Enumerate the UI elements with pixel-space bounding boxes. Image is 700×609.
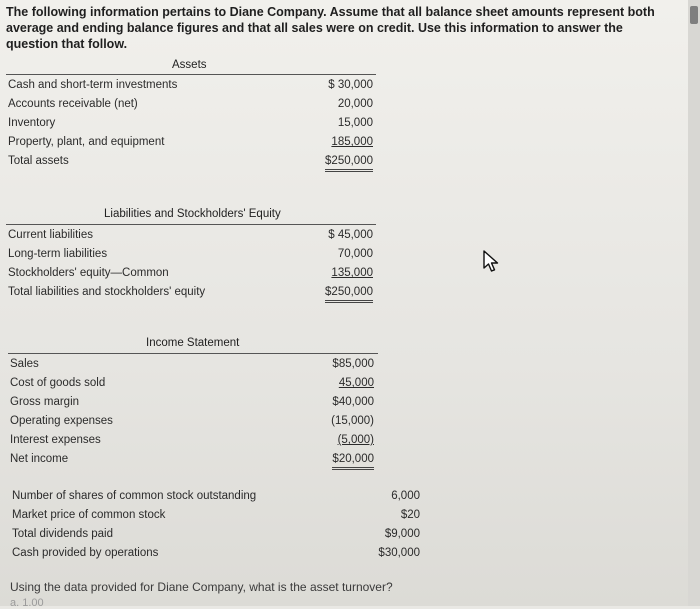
row-label: Long-term liabilities bbox=[8, 248, 108, 260]
row-value: $20 bbox=[400, 509, 420, 521]
liabilities-total-row bbox=[8, 284, 373, 300]
row-value: $30,000 bbox=[378, 547, 420, 559]
income-row bbox=[10, 394, 374, 410]
row-value: $ 30,000 bbox=[328, 79, 373, 91]
assets-rule bbox=[6, 74, 376, 75]
income-statement-title: Income Statement bbox=[146, 337, 240, 349]
row-value: 185,000 bbox=[331, 136, 373, 148]
row-value: 15,000 bbox=[337, 117, 373, 129]
row-label: Property, plant, and equipment bbox=[8, 136, 165, 148]
income-row bbox=[10, 413, 374, 429]
assets-total-row bbox=[8, 153, 373, 169]
answer-option[interactable]: a. 1.00 bbox=[10, 597, 44, 609]
income-row bbox=[10, 432, 374, 448]
row-value: (15,000) bbox=[331, 415, 374, 427]
assets-row bbox=[8, 134, 373, 150]
row-value: $9,000 bbox=[384, 528, 420, 540]
assets-row bbox=[8, 115, 373, 131]
other-data-row bbox=[12, 545, 420, 561]
row-label: Market price of common stock bbox=[12, 509, 166, 521]
row-label: Operating expenses bbox=[10, 415, 113, 427]
row-label: Stockholders' equity—Common bbox=[8, 267, 169, 279]
row-value: 135,000 bbox=[331, 267, 373, 279]
row-label: Total assets bbox=[8, 155, 69, 167]
income-row bbox=[10, 375, 374, 391]
row-value: $ 45,000 bbox=[328, 229, 373, 241]
row-value: $20,000 bbox=[332, 451, 374, 470]
vertical-scrollbar[interactable] bbox=[688, 0, 700, 606]
row-value: $250,000 bbox=[325, 284, 373, 303]
income-rule bbox=[8, 353, 378, 354]
scrollbar-thumb[interactable] bbox=[690, 6, 698, 24]
liabilities-row bbox=[8, 246, 373, 262]
row-label: Gross margin bbox=[10, 396, 80, 408]
row-label: Total liabilities and stockholders' equity bbox=[8, 286, 206, 298]
row-value: $85,000 bbox=[332, 358, 374, 370]
row-label: Accounts receivable (net) bbox=[8, 98, 138, 110]
row-value: 6,000 bbox=[391, 490, 420, 502]
income-row bbox=[10, 356, 374, 372]
row-label: Sales bbox=[10, 358, 39, 370]
liabilities-rule bbox=[6, 224, 376, 225]
row-label: Interest expenses bbox=[10, 434, 101, 446]
question-prompt: The following information pertains to Diane Company. Assume that all balance sheet amounts represent both average and ending balance figures and that all sales were on credit. Use this information to answer the question that follow. bbox=[6, 5, 655, 51]
other-data-row bbox=[12, 526, 420, 542]
row-label: Total dividends paid bbox=[12, 528, 114, 540]
assets-title: Assets bbox=[172, 59, 207, 71]
row-label: Cash provided by operations bbox=[12, 547, 159, 559]
liabilities-row bbox=[8, 265, 373, 281]
row-value: 45,000 bbox=[338, 377, 374, 389]
mouse-pointer-icon bbox=[481, 249, 503, 273]
other-data-row bbox=[12, 488, 420, 504]
other-data-row bbox=[12, 507, 420, 523]
row-label: Cash and short-term investments bbox=[8, 79, 178, 91]
liabilities-row bbox=[8, 227, 373, 243]
row-label: Number of shares of common stock outstanding bbox=[12, 490, 257, 502]
assets-row bbox=[8, 96, 373, 112]
question-text: Using the data provided for Diane Company, what is the asset turnover? bbox=[10, 580, 393, 594]
assets-row bbox=[8, 77, 373, 93]
row-label: Net income bbox=[10, 453, 69, 465]
row-value: 20,000 bbox=[337, 98, 373, 110]
liabilities-title: Liabilities and Stockholders' Equity bbox=[104, 208, 281, 220]
income-total-row bbox=[10, 451, 374, 467]
row-value: $40,000 bbox=[332, 396, 374, 408]
row-label: Current liabilities bbox=[8, 229, 94, 241]
row-value: $250,000 bbox=[325, 153, 373, 172]
row-label: Inventory bbox=[8, 117, 56, 129]
row-label: Cost of goods sold bbox=[10, 377, 106, 389]
row-value: 70,000 bbox=[337, 248, 373, 260]
row-value: (5,000) bbox=[337, 434, 374, 446]
